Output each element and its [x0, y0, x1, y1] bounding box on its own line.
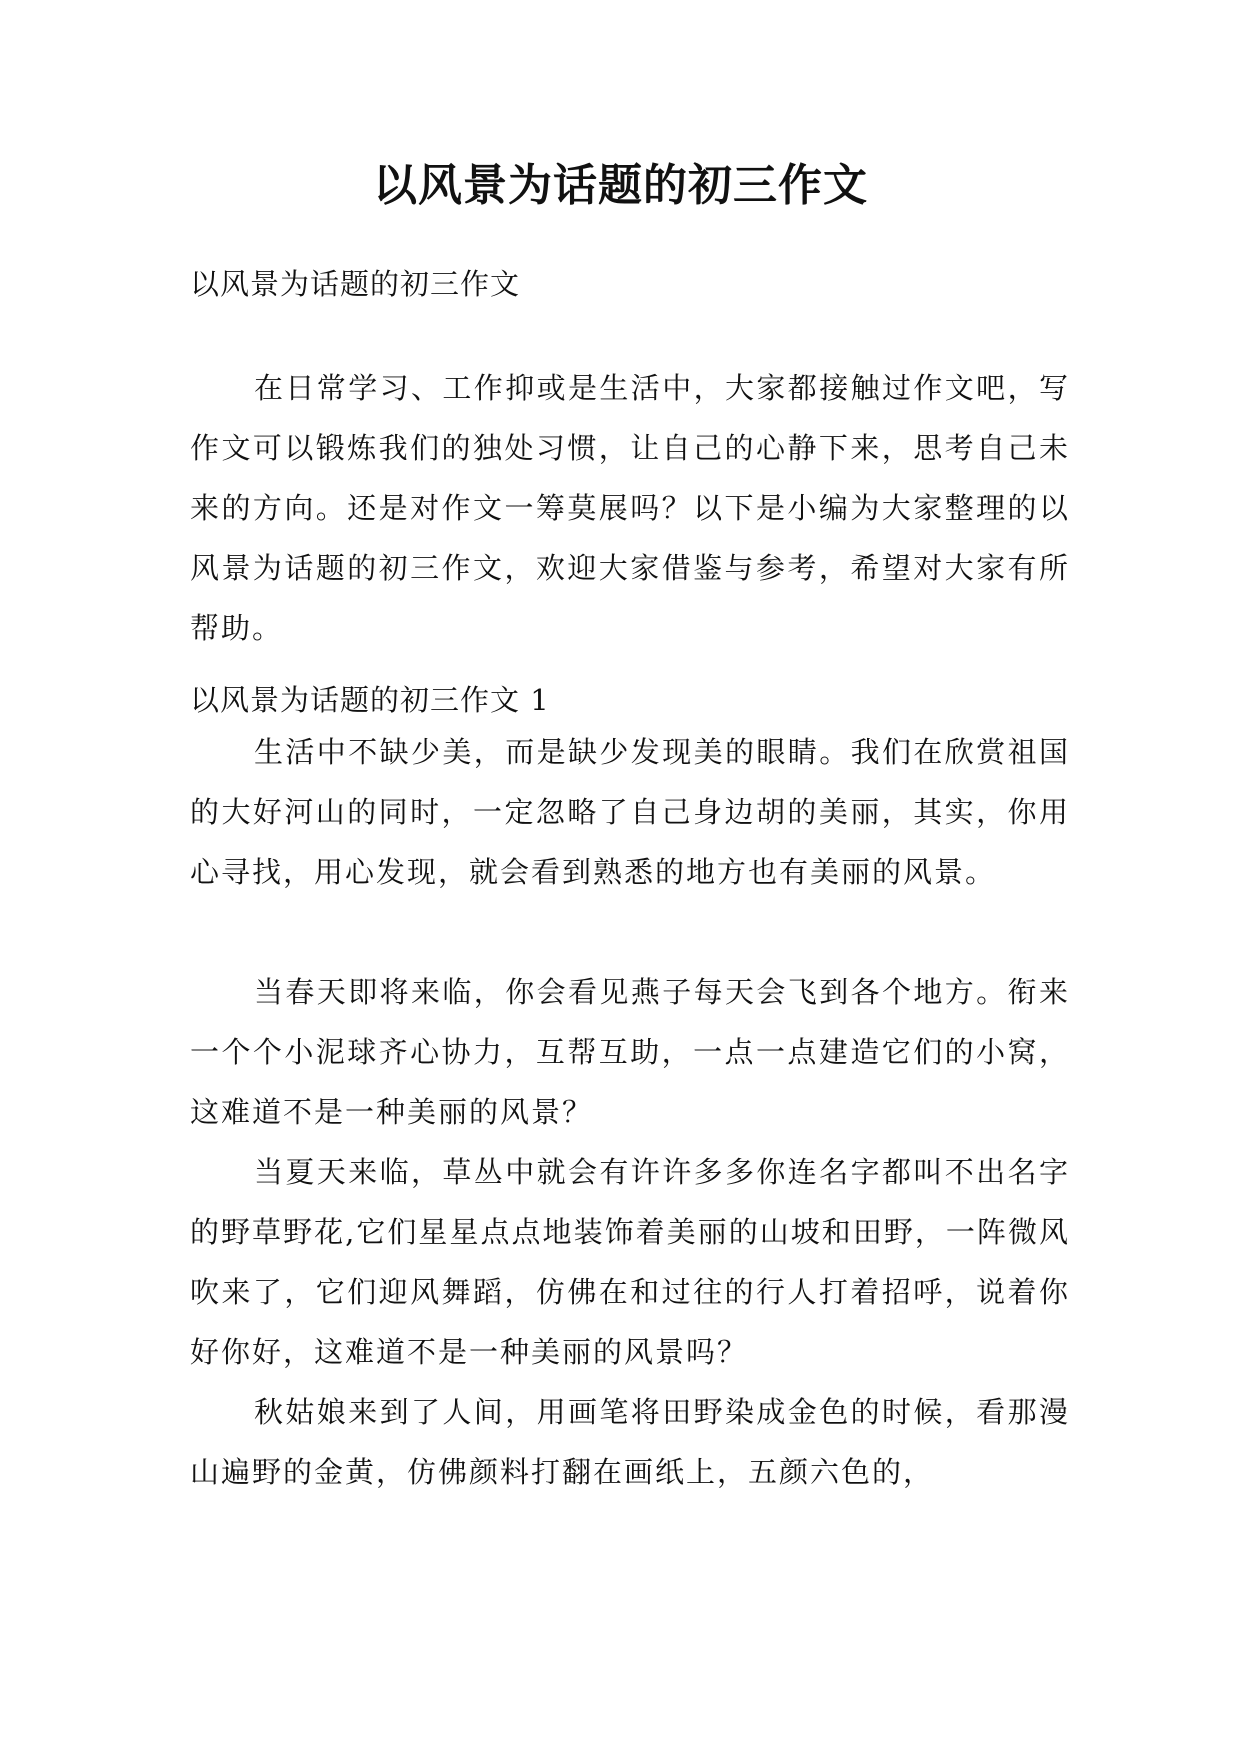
paragraph-1: 生活中不缺少美，而是缺少发现美的眼睛。我们在欣赏祖国的大好河山的同时，一定忽略了自己身边胡的美丽，其实，你用心寻找，用心发现，就会看到熟悉的地方也有美丽的风景。 [190, 735, 1070, 889]
document-title: 以风景为话题的初三作文 [373, 160, 868, 211]
paragraph-2: 当春天即将来临，你会看见燕子每天会飞到各个地方。衔来一个个小泥球齐心协力，互帮互助，一点一点建造它们的小窝，这难道不是一种美丽的风景？ [190, 975, 1070, 1129]
document-subtitle: 以风景为话题的初三作文 [190, 267, 521, 301]
paragraph-4: 秋姑娘来到了人间，用画笔将田野染成金色的时候，看那漫山遍野的金黄，仿佛颜料打翻在画纸上，五颜六色的， [190, 1395, 1070, 1489]
section-heading: 以风景为话题的初三作文 1 [190, 683, 550, 717]
intro-paragraph: 在日常学习、工作抑或是生活中，大家都接触过作文吧，写作文可以锻炼我们的独处习惯，让自己的心静下来，思考自己未来的方向。还是对作文一筹莫展吗？以下是小编为大家整理的以风景为话题的初三作文，欢迎大家借鉴与参考，希望对大家有所帮助。 [190, 371, 1070, 645]
paragraph-3: 当夏天来临，草丛中就会有许许多多你连名字都叫不出名字的野草野花,它们星星点点地装饰着美丽的山坡和田野，一阵微风吹来了，它们迎风舞蹈，仿佛在和过往的行人打着招呼，说着你好你好，这难道不是一种美丽的风景吗？ [190, 1155, 1070, 1369]
